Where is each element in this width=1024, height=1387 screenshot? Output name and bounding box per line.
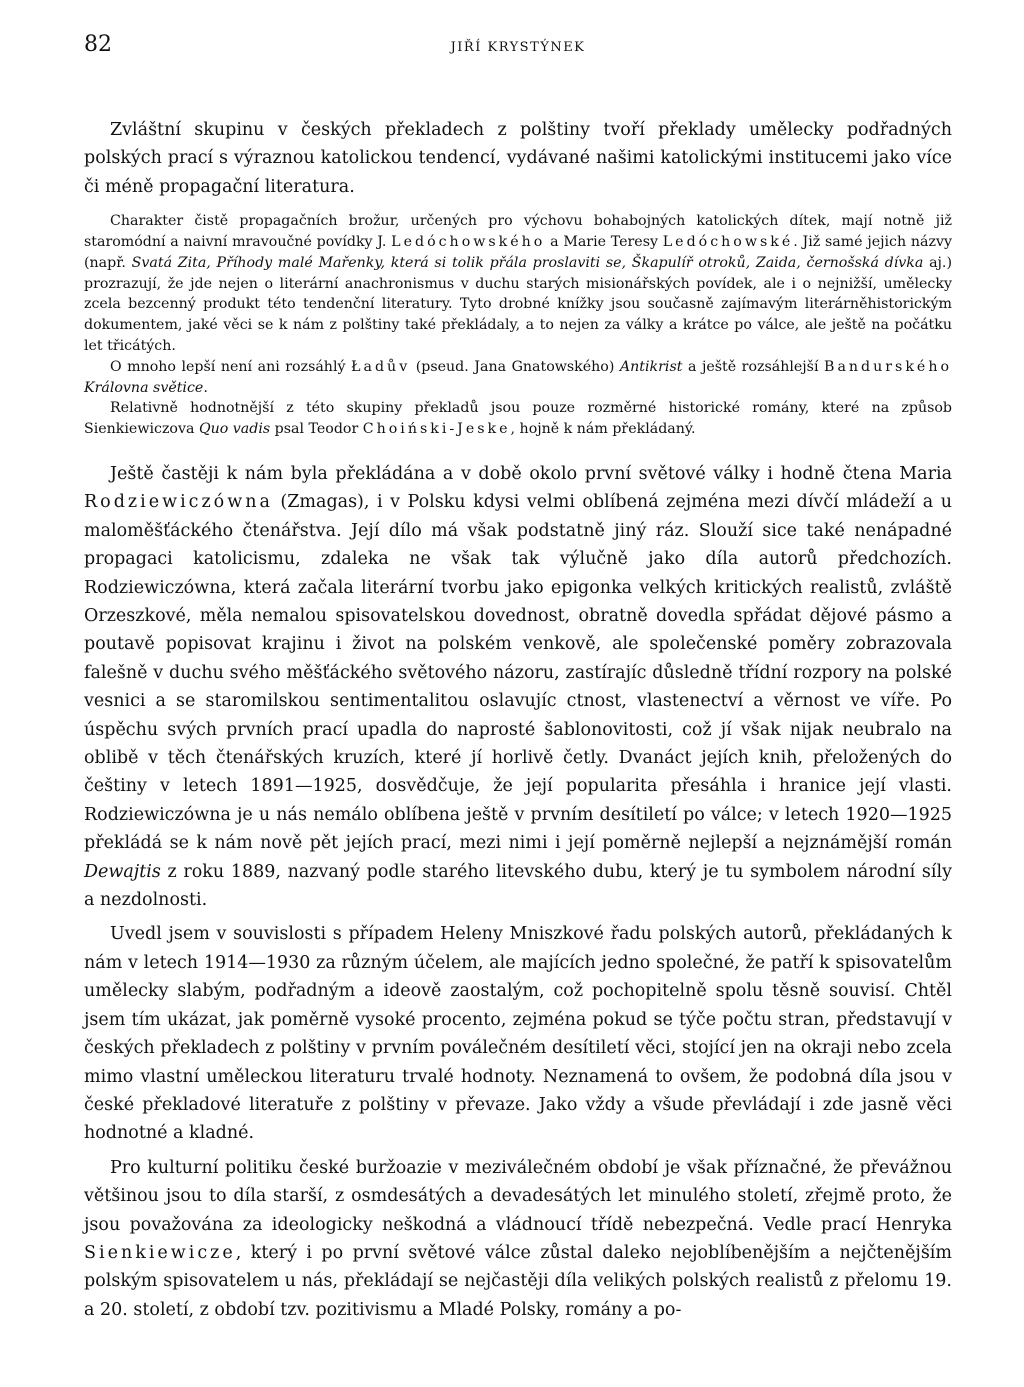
body-paragraph-3: Pro kulturní politiku české buržoazie v meziválečném období je však příznačné, že převážnou většinou jsou to díla starší, z osmdesátých a devadesátých let minulého století, zřejmě proto, že jsou považována za ideologicky neškodná a vládnoucí třídě nebezpečná. Vedle prací Henryka Sienkiewicze, který i po první světové válce zůstal daleko nejoblíbenějším a nejčtenějším polským spisovatelem u nás, překládají se nejčastěji díla velikých polských realistů z přelomu 19. a 20. století, z období tzv. pozitivismu a Mladé Polsky, romány a po-: [84, 1157, 952, 1320]
author-name: Ledóchowské: [662, 234, 794, 251]
book-titles: Svatá Zita, Příhody malé Mařenky, která si tolik přála proslaviti se, Škapulíř otroků, Zaida, černošská dívka: [131, 254, 924, 271]
author-name: Choiński-Jeske: [362, 421, 511, 438]
book-title: Quo vadis: [198, 421, 271, 438]
small-paragraph-1: Charakter čistě propagačních brožur, určených pro výchovu bohabojných katolických dítek, mají notně již staromódní a naivní mravoučné povídky J. Ledóchowského a Marie Teresy Ledóchowské. Již samé jejich názvy (např. Svatá Zita, Příhody malé Mařenky, která si tolik přála proslaviti se, Škapulíř otroků, Zaida, černošská dívka aj.) prozrazují, že jde nejen o literární anachronismus v duchu starých misionářských povídek, ale i o nejnižší, umělecky zcela bezcenný produkt této tendenční literatury. Tyto drobné knížky jsou současně zajímavým literárněhistorickým dokumentem, jaké věci se k nám z polštiny také překládaly, a to nejen za války a krátce po válce, ale ještě na počátku let třicátých.: [84, 213, 952, 354]
page-number: 82: [84, 32, 112, 57]
author-name: Bandurského: [824, 358, 953, 375]
body-paragraph-2: Uvedl jsem v souvislosti s případem Heleny Mniszkové řadu polských autorů, překládaných k nám v letech 1914—1930 za různým účelem, ale majících jedno společné, že patří k spisovatelům umělecky slabým, podřadným a ideově zaostalým, což pochopitelně spolu těsně souvisí. Chtěl jsem tím ukázat, jak poměrně vysoké procento, zejména pokud se týče počtu stran, představují v českých překladech z polštiny v prvním poválečném desítiletí věci, stojící jen na okraji nebo zcela mimo vlastní uměleckou literaturu trvalé hodnoty. Neznamená to ovšem, že podobná díla jsou v české překladové literatuře z polštiny v převaze. Jako vždy a všude převládají i zde jasně věci hodnotné a kladné.: [84, 924, 952, 1144]
book-title: Antikrist: [619, 358, 683, 375]
page-header: [84, 28, 952, 68]
small-paragraph-3: Relativně hodnotnější z této skupiny překladů jsou pouze rozměrné historické romány, které na způsob Sienkiewiczova Quo vadis psal Teodor Choiński-Jeske, hojně k nám překládaný.: [84, 400, 952, 438]
small-paragraph-2: O mnoho lepší není ani rozsáhlý Ładův (pseud. Jana Gnatowského) Antikrist a ještě rozsáhlejší Bandurského Královna světice.: [84, 358, 953, 396]
page: [84, 28, 952, 1324]
book-title: Dewajtis: [84, 861, 161, 882]
intro-paragraph: Zvláštní skupinu v českých překladech z polštiny tvoří překlady umělecky podřadných polských prací s výraznou katolickou tendencí, vydávané našimi katolickými institucemi jako více či méně propagační literatura.: [84, 120, 952, 197]
author-name: Ledóchowského: [391, 234, 546, 251]
small-print-section: [84, 211, 952, 440]
body-paragraph-1: Ještě častěji k nám byla překládána a v době okolo první světové války i hodně čtena Maria Rodziewiczówna (Zmagas), i v Polsku kdysi velmi oblíbená zejména mezi dívčí mládeží a u maloměšťáckého čtenářstva. Její dílo má však podstatně jiný ráz. Slouží sice také nenápadné propagaci katolicismu, zdaleka ne však tak výlučně jako díla autorů předchozích. Rodziewiczówna, která začala literární tvorbu jako epigonka velkých kritických realistů, zvláště Orzeszkové, měla nemalou spisovatelskou dovednost, obratně dovedla spřádat dějové pásmo a poutavě popisovat krajinu i život na polském venkově, ale společenské poměry zobrazovala falešně v duchu svého měšťáckého světového názoru, zastírajíc důsledně třídní rozpory na polské vesnici a se staromilskou sentimentalitou oslavujíc ctnost, vlastenectví a věrnost ve víře. Po úspěchu svých prvních prací upadla do naprosté šablonovitosti, což jí však nijak neubralo na oblibě v těch čtenářských kruzích, které jí horlivě četly. Dvanáct jejích knih, přeložených do češtiny v letech 1891—1925, dosvědčuje, že její popularita přesáhla i hranice její vlasti. Rodziewiczówna je u nás nemálo oblíbena ještě v prvním desítiletí po válce; v letech 1920—1925 překládá se k nám nově pět jejích prací, mezi nimi i její poměrně nejlepší a nejznámější román Dewajtis z roku 1889, nazvaný podle starého litevského dubu, který je tu symbolem národní síly a nezdolnosti.: [84, 463, 952, 911]
running-head: JIŘÍ KRYSTÝNEK: [450, 40, 586, 55]
book-title: Královna světice: [84, 379, 204, 396]
body-section: [84, 460, 952, 1324]
author-name: Sienkiewicze: [84, 1242, 236, 1263]
author-name: Ładův: [351, 358, 411, 375]
intro-section: [84, 116, 952, 201]
author-name: Rodziewiczówna: [84, 492, 273, 513]
